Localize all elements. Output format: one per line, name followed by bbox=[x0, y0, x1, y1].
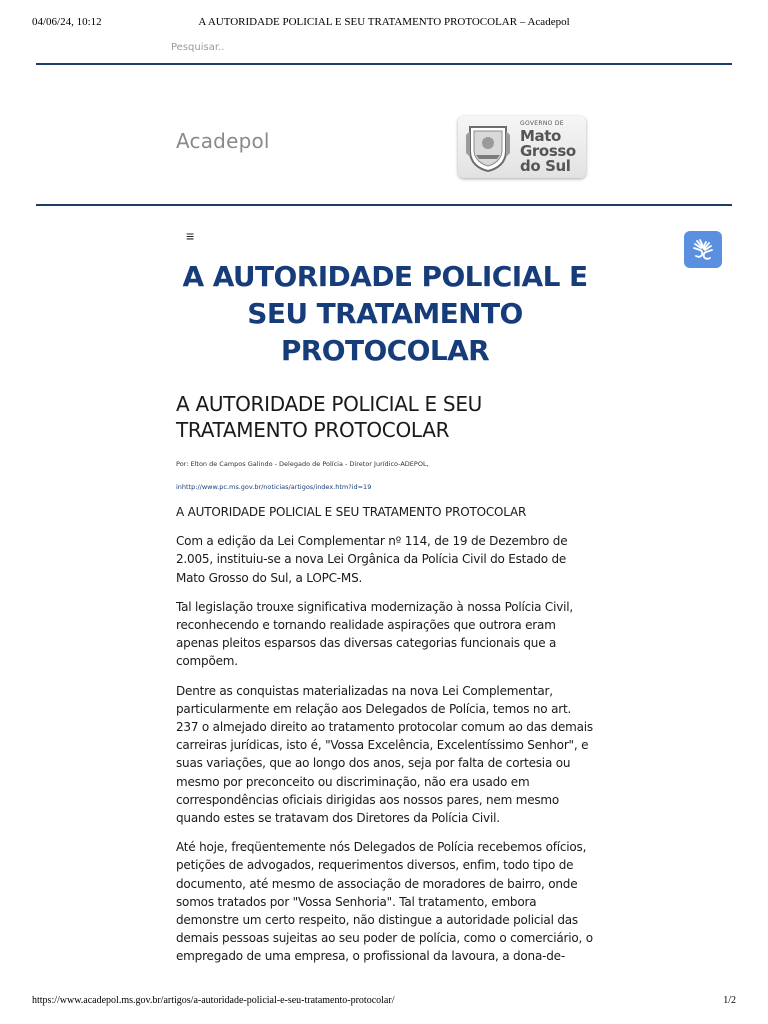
gov-logo-line4: do Sul bbox=[520, 156, 571, 175]
article-paragraph: Dentre as conquistas materializadas na nova Lei Complementar, particularmente em relação aos Delegados de Polícia, temos no art. 237 o almejado direito ao tratamento protocolar comum ao das demais carreiras jurídicas, isto é, "Vossa Excelência, Excelentíssimo Senhor", e suas variações, que ao longo dos anos, seja por falta de cortesia ou mesmo por preconceito ou discriminação, não era usado em correspondências oficiais dirigidas aos nossos pares, nem mesmo quando estes se tratavam dos Diretores da Polícia Civil. bbox=[176, 683, 593, 826]
article-paragraph: Até hoje, freqüentemente nós Delegados de Polícia recebemos ofícios, petições de advogados, requerimentos diversos, enfim, todo tipo de documento, até mesmo de associação de moradores de bairro, onde somos tratados por "Vossa Senhoria". Tal tratamento, embora demonstre um certo respeito, não distingue a autoridade policial das demais pessoas sujeitas ao seu poder de polícia, como o comerciário, o empregado de uma empresa, o profissional da lavoura, a dona-de- bbox=[176, 840, 593, 964]
print-doc-title: A AUTORIDADE POLICIAL E SEU TRATAMENTO PROTOCOLAR – Acadepol bbox=[198, 16, 570, 28]
source-link[interactable]: inhttp://www.pc.ms.gov.br/noticias/artigos/index.htm?id=19 bbox=[176, 483, 372, 491]
accessibility-button[interactable] bbox=[684, 231, 722, 268]
government-logo-text bbox=[520, 121, 576, 174]
page-title: A AUTORIDADE POLICIAL E SEU TRATAMENTO PROTOCOLAR bbox=[182, 260, 588, 367]
article-lead: A AUTORIDADE POLICIAL E SEU TRATAMENTO PROTOCOLAR bbox=[176, 505, 527, 519]
site-brand[interactable]: Acadepol bbox=[176, 129, 270, 153]
article-paragraph: Tal legislação trouxe significativa modernização à nossa Polícia Civil, reconhecendo e tornando realidade aspirações que outrora eram apenas pleitos esparsos das diversas categorias funcionais que a compõem. bbox=[176, 599, 574, 669]
print-page-url: https://www.acadepol.ms.gov.br/artigos/a-autoridade-policial-e-seu-tratamento-protocolar/ bbox=[32, 995, 395, 1006]
government-logo[interactable] bbox=[458, 116, 586, 178]
header-top-divider bbox=[36, 63, 732, 65]
print-datetime: 04/06/24, 10:12 bbox=[32, 16, 102, 28]
sign-language-hands-icon bbox=[690, 237, 716, 263]
article-paragraph: Com a edição da Lei Complementar nº 114, de 19 de Dezembro de 2.005, instituiu-se a nova Lei Orgânica da Polícia Civil do Estado de Mato Grosso do Sul, a LOPC-MS. bbox=[176, 534, 568, 585]
header-bottom-divider bbox=[36, 204, 732, 206]
search-input[interactable]: Pesquisar.. bbox=[171, 42, 225, 53]
hamburger-menu-icon[interactable]: ≡ bbox=[186, 228, 195, 244]
gov-logo-line2: Mato bbox=[520, 126, 561, 145]
gov-logo-line1: GOVERNO DE bbox=[520, 119, 564, 127]
print-page-number: 1/2 bbox=[723, 995, 736, 1006]
article-content bbox=[176, 391, 596, 966]
article-author: Por: Elton de Campos Galindo - Delegado de Polícia - Diretor Jurídico-ADEPOL, bbox=[176, 460, 429, 468]
gov-logo-line3: Grosso bbox=[520, 141, 576, 160]
print-footer bbox=[32, 995, 736, 1009]
state-crest-icon bbox=[462, 121, 514, 173]
article-heading: A AUTORIDADE POLICIAL E SEU TRATAMENTO PROTOCOLAR bbox=[176, 392, 482, 442]
article-viewport bbox=[0, 391, 768, 971]
print-header bbox=[32, 16, 736, 30]
